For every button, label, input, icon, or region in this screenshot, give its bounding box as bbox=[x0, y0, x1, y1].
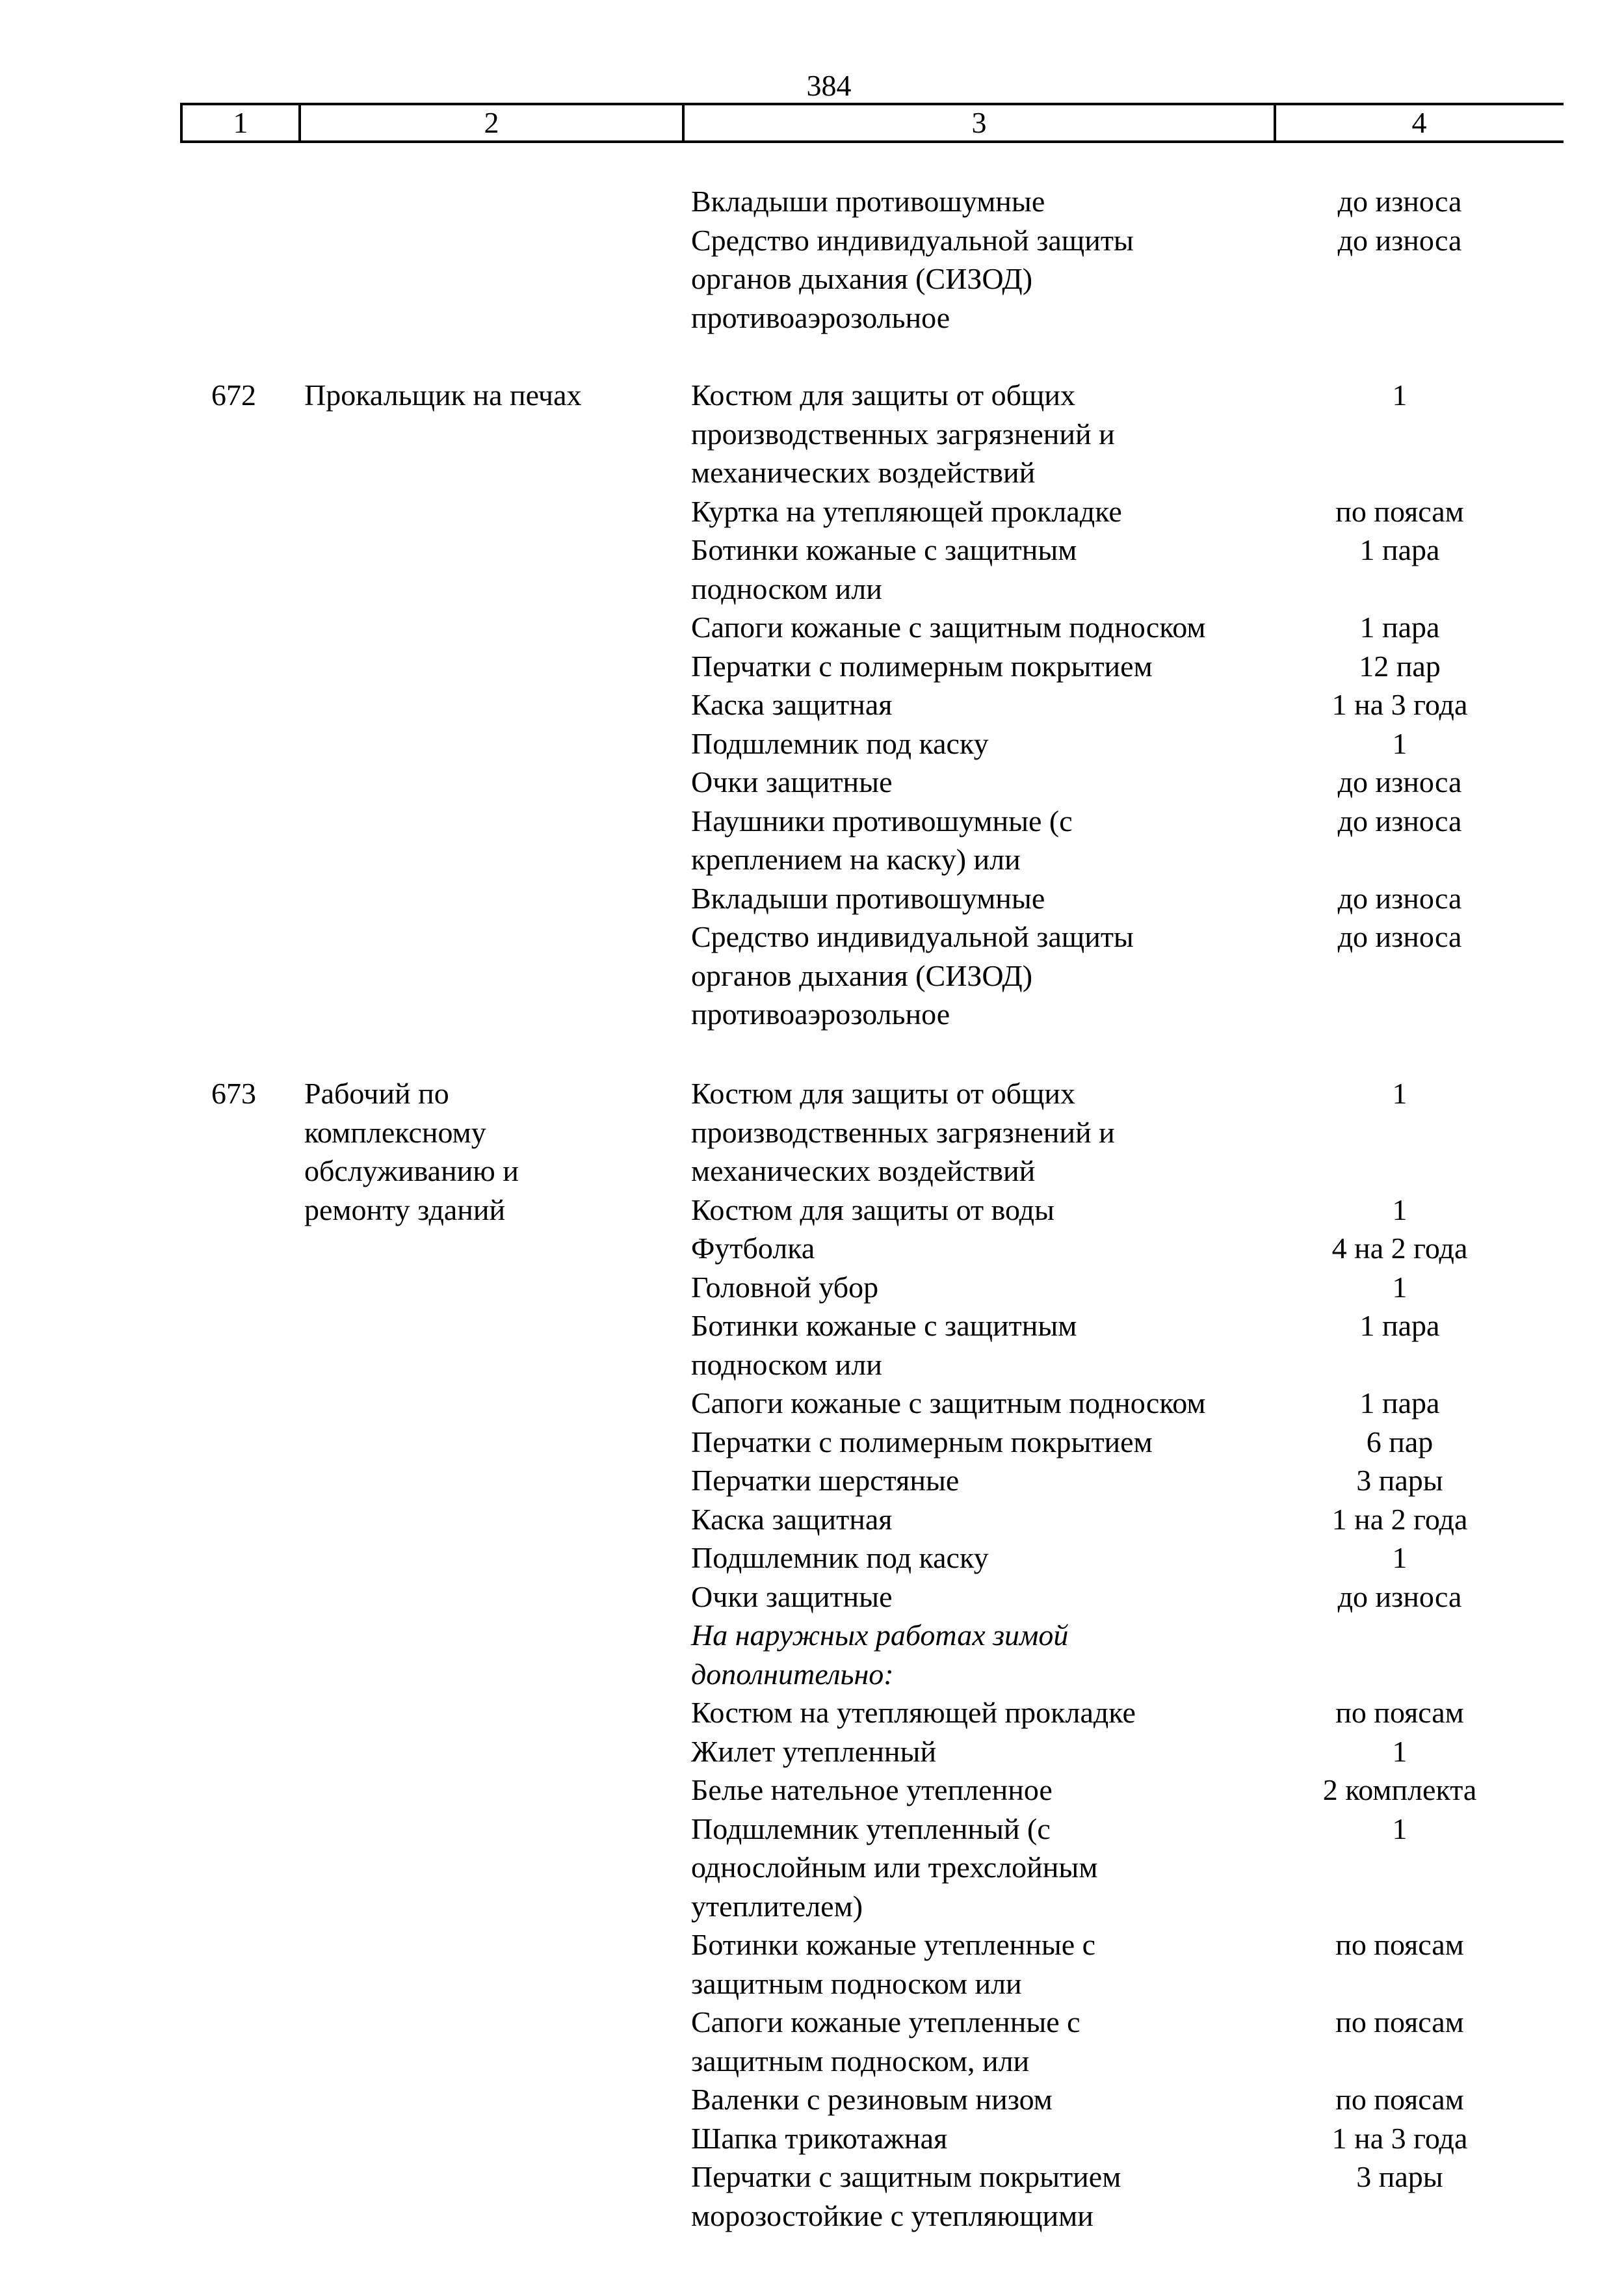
item-quantity: 6 пар bbox=[1366, 1425, 1434, 1458]
item-name bbox=[691, 763, 1296, 802]
item-row bbox=[691, 1229, 1523, 1268]
item-name bbox=[691, 724, 1296, 763]
item-name-line: Подшлемник под каску bbox=[691, 726, 989, 760]
item-quantity: 1 на 3 года bbox=[1331, 688, 1468, 721]
item-name-line: противоаэрозольное bbox=[691, 300, 950, 334]
item-name bbox=[691, 2119, 1296, 2158]
item-quantity: до износа bbox=[1337, 881, 1462, 915]
item-quantity: до износа bbox=[1337, 223, 1462, 257]
item-name-line: Костюм на утепляющей прокладке bbox=[691, 1696, 1136, 1729]
item-row bbox=[691, 2119, 1523, 2158]
profession-line: комплексному bbox=[304, 1115, 486, 1149]
item-quantity bbox=[1296, 1616, 1504, 1693]
item-row bbox=[691, 879, 1523, 918]
item-name-line: Сапоги кожаные с защитным подноском bbox=[691, 1386, 1206, 1419]
item-name bbox=[691, 647, 1296, 686]
item-quantity: по поясам bbox=[1335, 1696, 1464, 1729]
item-quantity: 1 bbox=[1392, 726, 1408, 760]
item-quantity: до износа bbox=[1337, 765, 1462, 798]
item-quantity: до износа bbox=[1337, 920, 1462, 953]
item-name-line: Шапка трикотажная bbox=[691, 2121, 948, 2155]
item-name-line: Сапоги кожаные с защитным подноском bbox=[691, 611, 1206, 644]
item-name bbox=[691, 802, 1296, 879]
item-row bbox=[691, 2157, 1523, 2235]
item-row bbox=[691, 685, 1523, 724]
item-row bbox=[691, 1306, 1523, 1384]
item-name-line: Перчатки с защитным покрытием bbox=[691, 2160, 1121, 2193]
column-header-1: 1 bbox=[233, 106, 248, 139]
item-row bbox=[691, 1384, 1523, 1423]
item-quantity: 12 пар bbox=[1359, 649, 1441, 683]
item-name bbox=[691, 1810, 1296, 1926]
item-name-line: Каска защитная bbox=[691, 688, 893, 721]
item-list bbox=[691, 1074, 1523, 2235]
item-row bbox=[691, 647, 1523, 686]
item-name-line: Ботинки кожаные утепленные с bbox=[691, 1928, 1096, 1961]
item-name bbox=[691, 1925, 1296, 2003]
item-name-line: Перчатки шерстяные bbox=[691, 1464, 960, 1497]
item-name bbox=[691, 376, 1296, 492]
item-name-line: защитным подноском или bbox=[691, 1966, 1022, 2000]
item-name-line: Куртка на утепляющей прокладке bbox=[691, 494, 1122, 528]
item-quantity: 1 bbox=[1392, 1193, 1408, 1226]
item-name bbox=[691, 2080, 1296, 2119]
item-row bbox=[691, 221, 1523, 337]
item-name bbox=[691, 879, 1296, 918]
item-name bbox=[691, 1577, 1296, 1616]
item-name bbox=[691, 492, 1296, 531]
entry-number: 672 bbox=[211, 378, 256, 412]
item-name bbox=[691, 2003, 1296, 2080]
item-name-line: Очки защитные bbox=[691, 765, 893, 798]
item-name bbox=[691, 2157, 1296, 2235]
item-name bbox=[691, 1461, 1296, 1500]
item-name-line: защитным подноском, или bbox=[691, 2044, 1030, 2078]
item-name-line: Жилет утепленный bbox=[691, 1734, 937, 1768]
item-name-line: креплением на каску) или bbox=[691, 843, 1021, 876]
item-quantity: до износа bbox=[1337, 804, 1462, 838]
item-name bbox=[691, 1538, 1296, 1577]
item-name bbox=[691, 685, 1296, 724]
item-name bbox=[691, 1771, 1296, 1810]
item-name bbox=[691, 1423, 1296, 1462]
section-note bbox=[691, 1616, 1296, 1693]
item-quantity: 1 bbox=[1392, 1270, 1408, 1304]
item-name-line: противоаэрозольное bbox=[691, 997, 950, 1031]
item-row bbox=[691, 376, 1523, 492]
item-name-line: Футболка bbox=[691, 1232, 815, 1265]
item-name-line: Подшлемник под каску bbox=[691, 1541, 989, 1574]
item-quantity: 1 bbox=[1392, 1541, 1408, 1574]
item-name-line: Костюм для защиты от общих bbox=[691, 1077, 1076, 1110]
item-name-line: Очки защитные bbox=[691, 1579, 893, 1613]
item-name bbox=[691, 1268, 1296, 1307]
item-name-line: Головной убор bbox=[691, 1270, 879, 1304]
item-list bbox=[691, 182, 1523, 337]
item-name-line: утеплителем) bbox=[691, 1889, 863, 1923]
item-quantity: до износа bbox=[1337, 1579, 1462, 1613]
item-name-line: Ботинки кожаные с защитным bbox=[691, 1309, 1077, 1342]
entry-number: 673 bbox=[211, 1077, 256, 1110]
item-name-line: однослойным или трехслойным bbox=[691, 1851, 1098, 1884]
item-name bbox=[691, 1384, 1296, 1423]
profession-line: обслуживанию и bbox=[304, 1154, 519, 1187]
item-quantity: 1 на 3 года bbox=[1331, 2121, 1468, 2155]
item-name-line: Вкладыши противошумные bbox=[691, 185, 1045, 218]
column-header-row bbox=[180, 103, 1564, 143]
item-name-line: подноском или bbox=[691, 572, 882, 605]
item-name-line: Ботинки кожаные с защитным bbox=[691, 533, 1077, 566]
column-header-2: 2 bbox=[484, 106, 499, 139]
item-quantity: 1 bbox=[1392, 1812, 1408, 1845]
item-quantity: 1 пара bbox=[1359, 611, 1440, 644]
item-row bbox=[691, 1732, 1523, 1771]
item-name bbox=[691, 182, 1296, 221]
item-name-line: Перчатки с полимерным покрытием bbox=[691, 1425, 1153, 1458]
item-name-line: Средство индивидуальной защиты bbox=[691, 920, 1134, 953]
item-list bbox=[691, 376, 1523, 1034]
item-quantity: 1 bbox=[1392, 1734, 1408, 1768]
item-name bbox=[691, 1229, 1296, 1268]
item-quantity: 1 пара bbox=[1359, 533, 1440, 566]
item-name-line: органов дыхания (СИЗОД) bbox=[691, 262, 1033, 295]
item-row bbox=[691, 1577, 1523, 1616]
item-row bbox=[691, 1693, 1523, 1732]
item-name-line: производственных загрязнений и bbox=[691, 417, 1115, 451]
item-row bbox=[691, 2003, 1523, 2080]
item-name-line: органов дыхания (СИЗОД) bbox=[691, 958, 1033, 992]
item-row bbox=[691, 724, 1523, 763]
item-name-line: Костюм для защиты от воды bbox=[691, 1193, 1054, 1226]
profession-line: ремонту зданий bbox=[304, 1193, 506, 1226]
item-name bbox=[691, 1191, 1296, 1230]
item-name-line: Средство индивидуальной защиты bbox=[691, 223, 1134, 257]
item-name-line: Костюм для защиты от общих bbox=[691, 378, 1076, 412]
item-row bbox=[691, 531, 1523, 608]
item-name-line: Каска защитная bbox=[691, 1502, 893, 1536]
item-name bbox=[691, 1306, 1296, 1384]
item-name-line: производственных загрязнений и bbox=[691, 1115, 1115, 1149]
item-name bbox=[691, 1074, 1296, 1191]
item-row bbox=[691, 608, 1523, 647]
item-name-line: морозостойкие с утепляющими bbox=[691, 2198, 1094, 2232]
item-name bbox=[691, 1693, 1296, 1732]
item-row bbox=[691, 1538, 1523, 1577]
item-name-line: Перчатки с полимерным покрытием bbox=[691, 649, 1153, 683]
item-name-line: механических воздействий bbox=[691, 1154, 1036, 1187]
item-row bbox=[691, 1925, 1523, 2003]
item-quantity: по поясам bbox=[1335, 1928, 1464, 1961]
item-name-line: Валенки с резиновым низом bbox=[691, 2083, 1053, 2116]
item-name-line: механических воздействий bbox=[691, 456, 1036, 489]
item-name bbox=[691, 531, 1296, 608]
item-quantity: по поясам bbox=[1335, 2005, 1464, 2039]
item-name-line: Подшлемник утепленный (с bbox=[691, 1812, 1051, 1845]
item-name-line: Сапоги кожаные утепленные с bbox=[691, 2005, 1080, 2039]
item-quantity: 1 bbox=[1392, 1077, 1408, 1110]
item-row bbox=[691, 492, 1523, 531]
item-quantity: 1 пара bbox=[1359, 1309, 1440, 1342]
item-name bbox=[691, 1732, 1296, 1771]
item-quantity: 1 пара bbox=[1359, 1386, 1440, 1419]
item-quantity: 3 пары bbox=[1356, 1464, 1443, 1497]
item-row bbox=[691, 1810, 1523, 1926]
item-quantity: до износа bbox=[1337, 185, 1462, 218]
item-quantity: 3 пары bbox=[1356, 2160, 1443, 2193]
profession-name bbox=[304, 1074, 668, 1229]
item-quantity: 1 на 2 года bbox=[1331, 1502, 1468, 1536]
column-header-4: 4 bbox=[1411, 106, 1427, 139]
section-note-row bbox=[691, 1616, 1523, 1693]
item-name-line: Вкладыши противошумные bbox=[691, 881, 1045, 915]
item-row bbox=[691, 917, 1523, 1034]
item-name-line: На наружных работах зимой bbox=[691, 1618, 1069, 1652]
item-name bbox=[691, 1500, 1296, 1539]
item-quantity: 4 на 2 года bbox=[1331, 1232, 1468, 1265]
item-name bbox=[691, 917, 1296, 1034]
item-row bbox=[691, 2080, 1523, 2119]
item-row bbox=[691, 802, 1523, 879]
column-header-3: 3 bbox=[971, 106, 987, 139]
item-quantity: 2 комплекта bbox=[1322, 1773, 1477, 1806]
item-name-line: Белье нательное утепленное bbox=[691, 1773, 1053, 1806]
item-quantity: 1 bbox=[1392, 378, 1408, 412]
item-row bbox=[691, 1500, 1523, 1539]
item-name bbox=[691, 221, 1296, 337]
item-row bbox=[691, 763, 1523, 802]
item-row bbox=[691, 1423, 1523, 1462]
profession-line: Прокальщик на печах bbox=[304, 378, 582, 412]
item-row bbox=[691, 1074, 1523, 1191]
item-name-line: Наушники противошумные (с bbox=[691, 804, 1073, 838]
item-name bbox=[691, 608, 1296, 647]
profession-line: Рабочий по bbox=[304, 1077, 449, 1110]
item-quantity: по поясам bbox=[1335, 494, 1464, 528]
page-number: 384 bbox=[806, 69, 852, 102]
profession-name bbox=[304, 376, 668, 415]
item-name-line: дополнительно: bbox=[691, 1657, 894, 1691]
item-name-line: подноском или bbox=[691, 1347, 882, 1381]
item-row bbox=[691, 1771, 1523, 1810]
item-row bbox=[691, 1268, 1523, 1307]
item-row bbox=[691, 1191, 1523, 1230]
item-quantity: по поясам bbox=[1335, 2083, 1464, 2116]
item-row bbox=[691, 1461, 1523, 1500]
item-row bbox=[691, 182, 1523, 221]
